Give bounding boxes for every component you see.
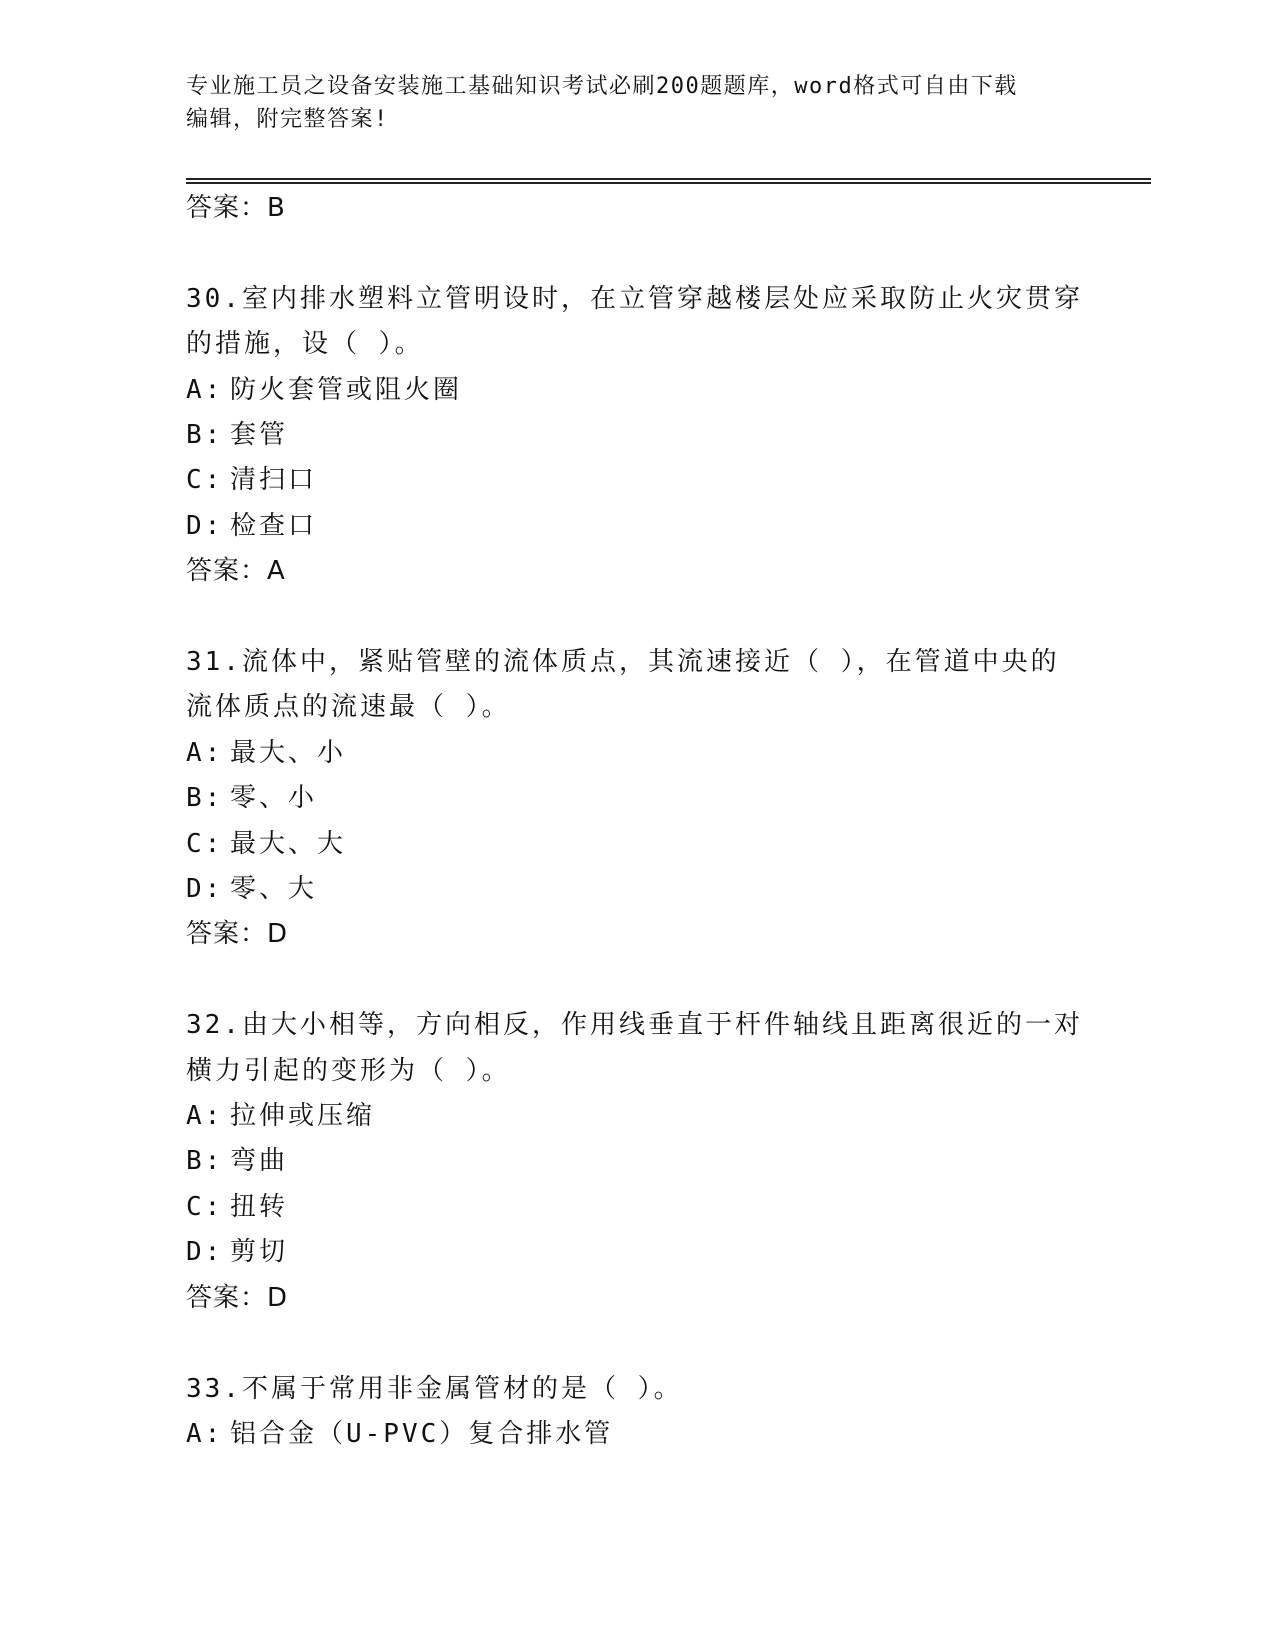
option-text: 清扫口 [230,465,318,496]
question-text: 32.由大小相等，方向相反，作用线垂直于杆件轴线且距离很近的一对 [186,1010,1083,1041]
option-text: 防火套管或阻火圈 [230,374,463,405]
option-b [186,1139,1086,1184]
answer-line: 答案：D [186,1282,289,1313]
option-text: 弯曲 [230,1146,289,1177]
option-key: D: [186,1237,224,1268]
option-c [186,822,1086,867]
option-key: B: [186,420,224,451]
option-key: C: [186,828,224,859]
option-d [186,867,1086,912]
option-key: A: [186,374,224,405]
question-block [186,1367,1086,1458]
option-text: 铝合金（U-PVC）复合排水管 [230,1418,614,1449]
document-header [186,70,1066,136]
header-divider-top [186,178,1151,180]
question-text: 流体质点的流速最（ ）。 [186,692,511,723]
option-text: 最大、大 [230,828,347,859]
option-key: D: [186,874,224,905]
option-key: B: [186,1146,224,1177]
option-text: 剪切 [230,1237,289,1268]
question-text: 30.室内排水塑料立管明设时，在立管穿越楼层处应采取防止火灾贯穿 [186,283,1083,314]
option-b [186,776,1086,821]
answer-line: 答案：A [186,556,286,587]
answer-line: 答案：D [186,919,289,950]
option-a [186,1094,1086,1139]
question-text: 的措施，设（ ）。 [186,329,424,360]
header-divider-bottom [186,182,1151,184]
option-text: 拉伸或压缩 [230,1101,376,1132]
header-line-2: 编辑，附完整答案! [186,107,389,132]
option-d [186,504,1086,549]
header-line-1: 专业施工员之设备安装施工基础知识考试必刷200题题库，word格式可自由下载 [186,74,1018,99]
option-text: 检查口 [230,510,318,541]
option-c [186,458,1086,503]
question-text: 31.流体中，紧贴管壁的流体质点，其流速接近（ ），在管道中央的 [186,647,1060,678]
option-key: B: [186,783,224,814]
option-text: 扭转 [230,1191,289,1222]
option-text: 零、大 [230,874,318,905]
option-text: 套管 [230,420,289,451]
option-text: 最大、小 [230,737,347,768]
option-key: C: [186,1191,224,1222]
option-key: A: [186,737,224,768]
option-a [186,731,1086,776]
answer-line: 答案：B [186,193,286,223]
question-text: 33.不属于常用非金属管材的是（ ）。 [186,1373,683,1404]
question-block [186,277,1086,595]
option-key: C: [186,465,224,496]
option-b [186,413,1086,458]
option-key: A: [186,1101,224,1132]
question-block [186,640,1086,958]
option-key: D: [186,510,224,541]
option-a [186,368,1086,413]
option-a [186,1412,1086,1457]
document-body [186,186,1086,1457]
option-d [186,1230,1086,1275]
option-c [186,1185,1086,1230]
question-block [186,1003,1086,1321]
question-text: 横力引起的变形为（ ）。 [186,1055,511,1086]
option-key: A: [186,1418,224,1449]
option-text: 零、小 [230,783,318,814]
